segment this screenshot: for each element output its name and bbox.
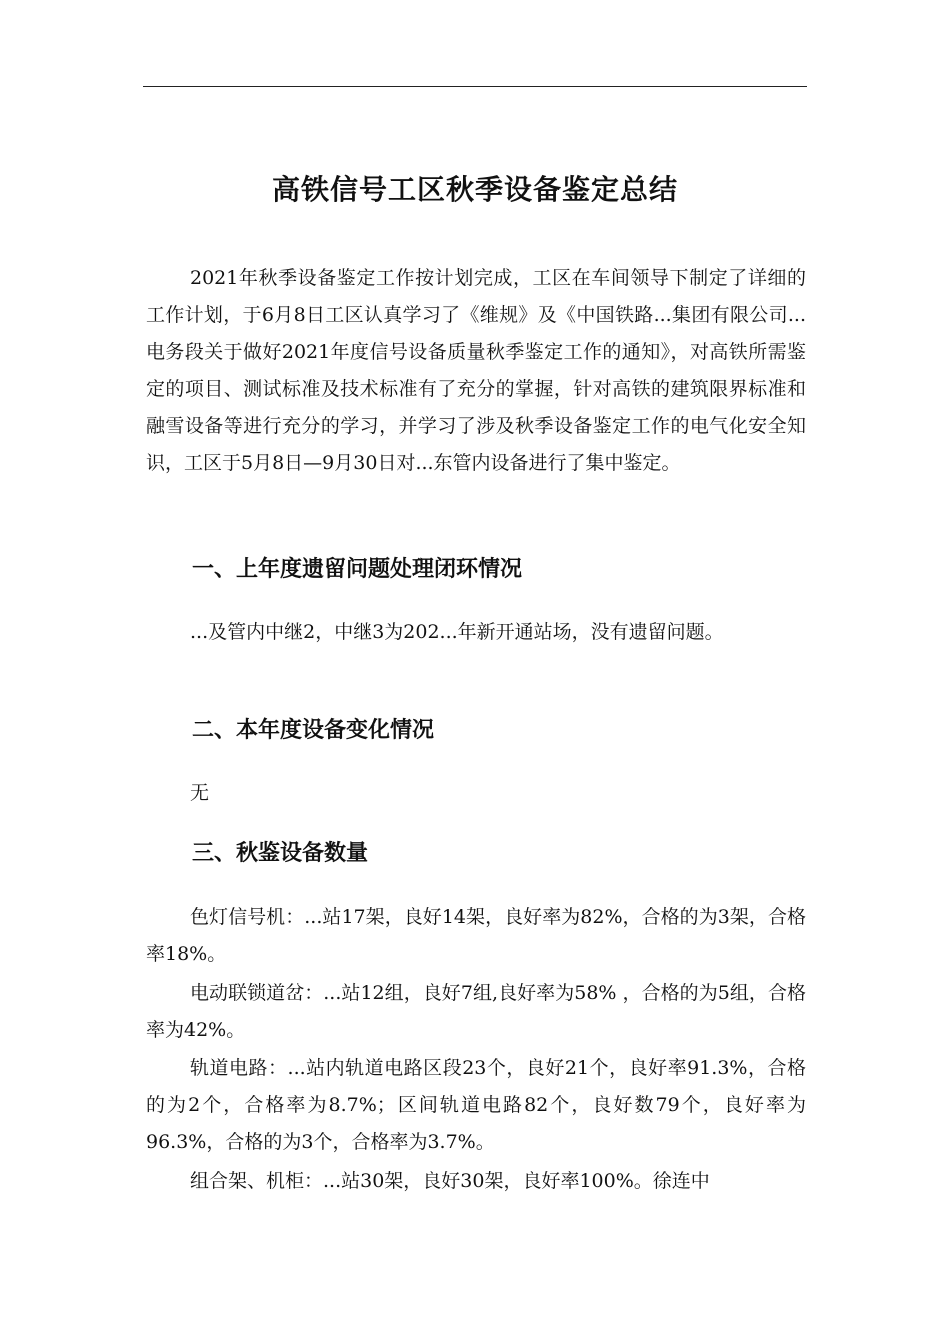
- section-3-paragraph-track-circuits: 轨道电路：...站内轨道电路区段23个，良好21个，良好率91.3%，合格的为2个，合格率为8.7%；区间轨道电路82个，良好数79个，良好率为96.3%，合格的为3个，合格率为3.7%。: [146, 1057, 806, 1153]
- document-title: 高铁信号工区秋季设备鉴定总结: [271, 173, 678, 206]
- section-1-paragraph: ...及管内中继2，中继3为202...年新开通站场，没有遗留问题。: [190, 621, 724, 643]
- section-2-paragraph: 无: [190, 782, 210, 804]
- intro-paragraph: 2021年秋季设备鉴定工作按计划完成，工区在车间领导下制定了详细的工作计划，于6月8日工区认真学习了《维规》及《中国铁路...集团有限公司...电务段关于做好2021年度信号设备质量秋季鉴定工作的通知》，对高铁所需鉴定的项目、测试标准及技术标准有了充分的掌握，针对高铁的建筑限界标准和融雪设备等进行充分的学习，并学习了涉及秋季设备鉴定工作的电气化安全知识，工区于5月8日—9月30日对...东管内设备进行了集中鉴定。: [146, 267, 806, 474]
- section-3-paragraph-switches: 电动联锁道岔：...站12组，良好7组,良好率为58% ，合格的为5组，合格率为42%。: [146, 982, 806, 1041]
- header-rule: [143, 86, 807, 87]
- section-heading-3: 三、秋鉴设备数量: [192, 841, 369, 866]
- section-heading-2: 二、本年度设备变化情况: [192, 718, 435, 743]
- section-heading-1: 一、上年度遗留问题处理闭环情况: [192, 557, 523, 582]
- section-3-paragraph-cabinets: 组合架、机柜：...站30架，良好30架，良好率100%。徐连中: [190, 1170, 710, 1192]
- section-3-paragraph-signals: 色灯信号机：...站17架，良好14架，良好率为82%，合格的为3架，合格率18%。: [146, 906, 806, 965]
